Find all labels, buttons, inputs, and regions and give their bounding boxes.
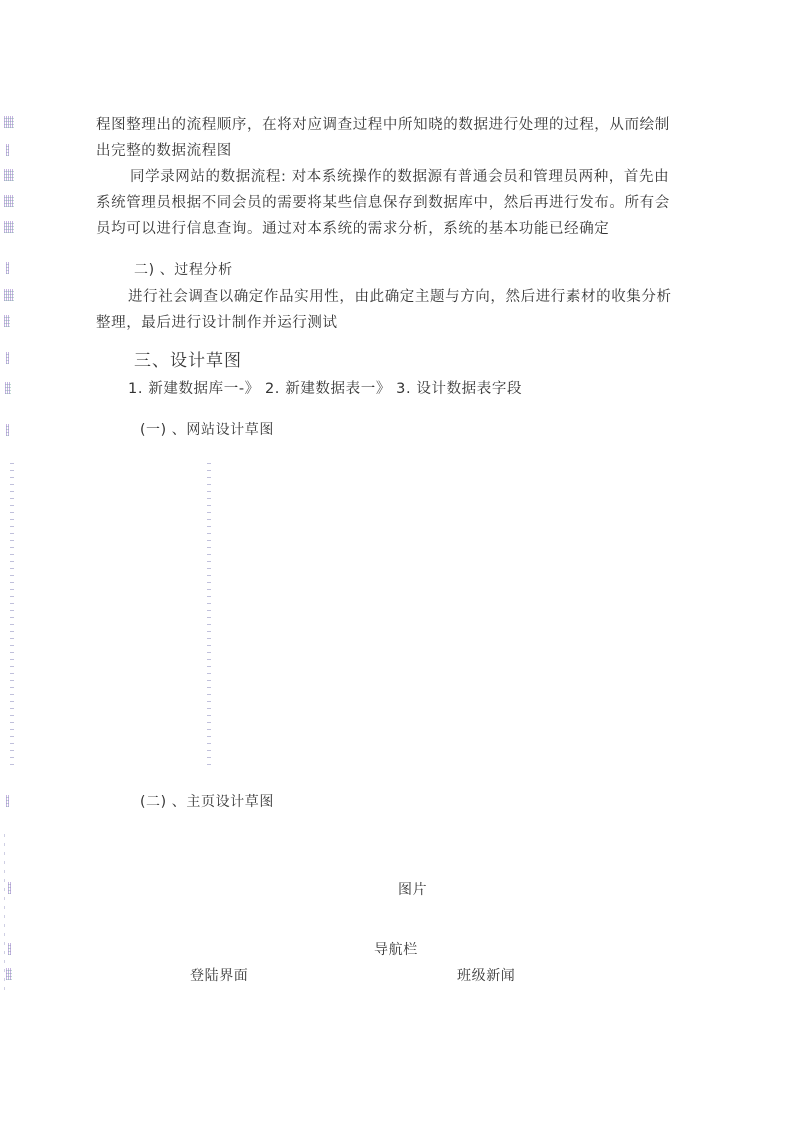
paragraph-line: 员均可以进行信息查询。通过对本系统的需求分析，系统的基本功能已经确定 <box>96 221 610 237</box>
section-heading: 二) 、过程分析 <box>134 262 233 278</box>
margin-artifact <box>4 195 14 207</box>
paragraph-line: 整理，最后进行设计制作并运行测试 <box>96 315 338 331</box>
margin-artifact <box>5 382 11 394</box>
margin-artifact <box>4 169 14 181</box>
margin-artifact <box>6 795 9 807</box>
margin-artifact <box>6 352 9 364</box>
sketch-nav-label: 导航栏 <box>374 942 418 958</box>
margin-artifact <box>4 315 10 327</box>
paragraph-line: 系统管理员根据不同会员的需要将某些信息保存到数据库中，然后再进行发布。所有会 <box>96 195 670 211</box>
subsection-heading: (一) 、网站设计草图 <box>140 422 274 438</box>
margin-artifact <box>4 116 14 128</box>
paragraph-line: 出完整的数据流程图 <box>96 143 232 159</box>
margin-artifact <box>4 289 14 301</box>
steps-line: 1. 新建数据库一-》 2. 新建数据表一》 3. 设计数据表字段 <box>128 381 523 397</box>
sketch-news-label: 班级新闻 <box>457 968 516 984</box>
subsection-heading: (二) 、主页设计草图 <box>140 794 274 810</box>
sketch-column-right <box>207 460 211 765</box>
margin-artifact <box>8 943 11 955</box>
margin-artifact <box>8 882 11 894</box>
sketch-login-label: 登陆界面 <box>190 968 249 984</box>
sketch-column-left <box>10 460 14 765</box>
paragraph-line: 程图整理出的流程顺序，在将对应调查过程中所知晓的数据进行处理的过程，从而绘制 <box>96 117 670 133</box>
margin-artifact <box>6 262 9 274</box>
margin-artifact <box>6 424 9 436</box>
sketch-picture-label: 图片 <box>398 882 428 898</box>
margin-artifact <box>6 968 12 980</box>
paragraph-line: 进行社会调查以确定作品实用性，由此确定主题与方向，然后进行素材的收集分析 <box>128 289 672 305</box>
paragraph-line: 同学录网站的数据流程: 对本系统操作的数据源有普通会员和管理员两种，首先由 <box>130 169 670 185</box>
sketch-divider <box>4 830 5 990</box>
margin-artifact <box>4 221 14 233</box>
section-heading: 三、设计草图 <box>134 351 242 371</box>
margin-artifact <box>6 144 9 156</box>
